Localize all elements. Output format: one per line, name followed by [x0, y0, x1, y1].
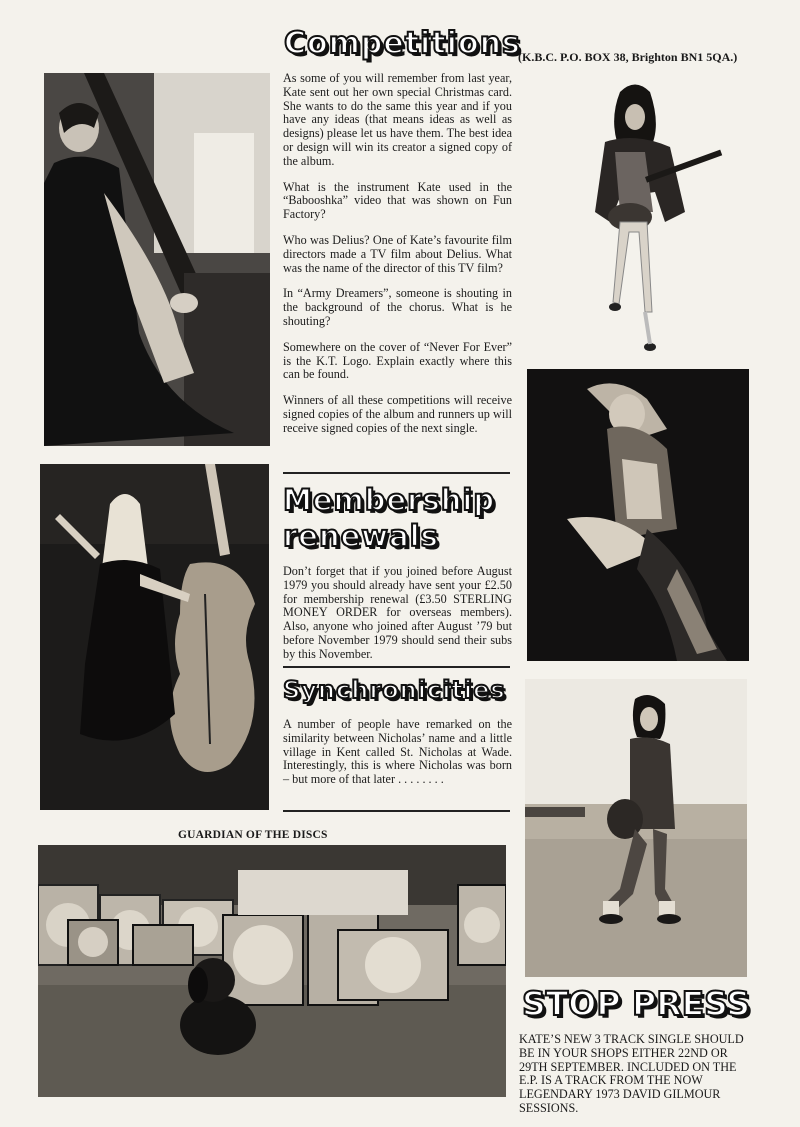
synchronicities-body: A number of people have remarked on the similarity between Nicholas’ name and a little village in Kent called St. Nicholas at Wade. Interestingly, this is where Nicholas was born – but more of that later . . . . . . . .	[283, 717, 512, 787]
section-divider	[283, 472, 510, 474]
competitions-paragraph: Winners of all these competitions will receive signed copies of the album and runners up will receive signed copies of the next single.	[283, 393, 512, 435]
stop-press-body: KATE’S NEW 3 TRACK SINGLE SHOULD BE IN YOUR SHOPS EITHER 22ND OR 29TH SEPTEMBER. INCLUDED ON THE E.P. IS A TRACK FROM THE NOW LEGENDARY 1973 DAVID GILMOUR SESSIONS.	[519, 1032, 744, 1115]
photo-kate-seated-cello	[44, 73, 270, 446]
membership-heading-line1: Membership	[283, 483, 496, 517]
section-divider	[283, 666, 510, 668]
stop-press-heading: STOP PRESS	[522, 984, 751, 1023]
competitions-paragraph: In “Army Dreamers”, someone is shouting in the background of the chorus. What is he shouting?	[283, 286, 512, 328]
photo-kate-dancing	[527, 369, 749, 661]
photo-kate-beach	[525, 679, 747, 977]
competitions-paragraph: Who was Delius? One of Kate’s favourite film directors made a TV film about Delius. What was the name of the director of this TV film?	[283, 232, 512, 275]
competitions-paragraph: As some of you will remember from last year, Kate sent out her own special Christmas card. She wants to do the same this year and if you have any ideas (that means ideas as well as designs) please let us have them. The best idea or design will win its creator a signed copy of the album.	[283, 71, 512, 168]
photo-kate-double-bass	[40, 464, 269, 810]
competitions-heading: Competitions	[284, 26, 521, 61]
competitions-address: (K.B.C. P.O. BOX 38, Brighton BN1 5QA.)	[518, 50, 738, 64]
photo-guardian-of-discs	[38, 845, 506, 1097]
membership-body: Don’t forget that if you joined before August 1979 you should already have sent your £2.50 for membership renewal (£3.50 STERLING MONEY ORDER for overseas members). Also, anyone who joined after August ’79 but before November 1979 should send their subs by this November.	[283, 564, 512, 661]
membership-heading	[283, 482, 495, 554]
section-divider	[283, 810, 510, 812]
membership-heading-line2: renewals	[283, 519, 439, 553]
guardian-caption: GUARDIAN OF THE DISCS	[178, 829, 328, 841]
photo-kate-guitar	[525, 72, 747, 354]
competitions-paragraph: What is the instrument Kate used in the “Babooshka” video that was shown on Fun Factory?	[283, 179, 512, 222]
competitions-body	[283, 72, 512, 448]
competitions-paragraph: Somewhere on the cover of “Never For Ever” is the K.T. Logo. Explain exactly where this can be found.	[283, 339, 512, 382]
synchronicities-heading: Synchronicities	[283, 676, 506, 704]
